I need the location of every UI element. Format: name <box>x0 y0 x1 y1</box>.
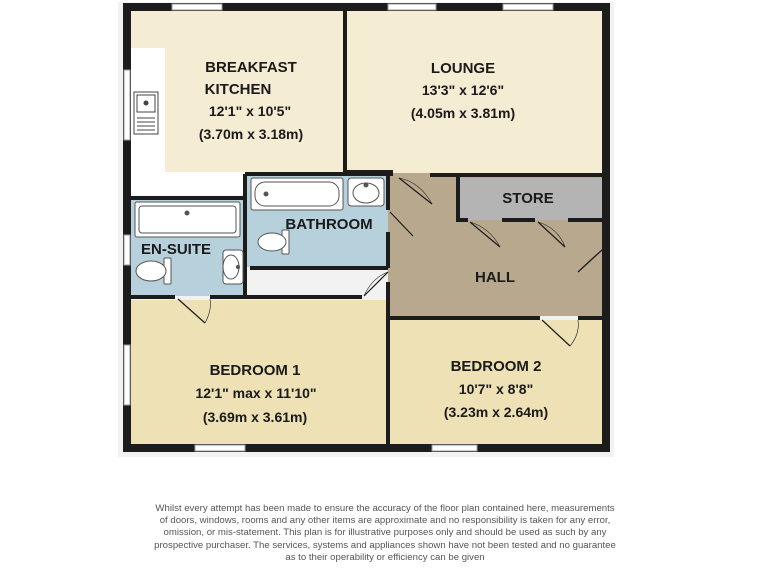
bedroom-1-label <box>195 362 316 425</box>
bathroom-basin-icon <box>348 178 384 206</box>
lounge-name: LOUNGE <box>430 60 496 77</box>
kitchen-worktop-bottom <box>130 172 245 195</box>
disclaimer-line: omission, or mis-statement. This plan is for illustrative purposes only and should be used as such by any <box>163 527 607 539</box>
bedroom-1-dim-metric: (3.69m x 3.61m) <box>202 409 308 425</box>
breakfast-kitchen-name-line2: KITCHEN <box>204 81 272 98</box>
store-name: STORE <box>502 190 554 207</box>
shower-tray-icon <box>135 202 240 237</box>
disclaimer-line: Whilst every attempt has been made to ensure the accuracy of the floor plan contained here, measurements <box>155 503 615 514</box>
disclaimer-line: of doors, windows, rooms and any other items are approximate and no responsibility is taken for any error, <box>159 515 611 527</box>
bedroom-1-name: BEDROOM 1 <box>209 362 301 379</box>
kitchen-sink-icon <box>134 92 158 134</box>
breakfast-kitchen-name-line1: BREAKFAST <box>205 59 297 76</box>
en-suite-basin-icon <box>223 250 243 284</box>
disclaimer-line: as to their operability or efficiency can be given <box>285 551 485 563</box>
lounge-dim-imperial: 13'3" x 12'6" <box>421 82 505 98</box>
bedroom-2-name: BEDROOM 2 <box>450 358 542 375</box>
disclaimer-text <box>95 503 675 564</box>
bedroom-2-label <box>444 358 548 420</box>
bedroom-2-dim-metric: (3.23m x 2.64m) <box>443 404 549 420</box>
disclaimer-line: prospective purchaser. The services, systems and appliances shown have not been tested and no guarantee <box>154 539 616 551</box>
bedroom-2-dim-imperial: 10'7" x 8'8" <box>458 381 534 397</box>
hall-name: HALL <box>475 269 515 286</box>
bathroom-name: BATHROOM <box>285 216 373 233</box>
breakfast-kitchen-dim-imperial: 12'1" x 10'5" <box>208 103 292 119</box>
bath-icon <box>251 178 343 210</box>
en-suite-name: EN-SUITE <box>140 241 212 258</box>
bedroom-1-dim-imperial: 12'1" max x 11'10" <box>195 385 317 401</box>
breakfast-kitchen-dim-metric: (3.70m x 3.18m) <box>198 126 304 142</box>
lounge-dim-metric: (4.05m x 3.81m) <box>410 105 516 121</box>
